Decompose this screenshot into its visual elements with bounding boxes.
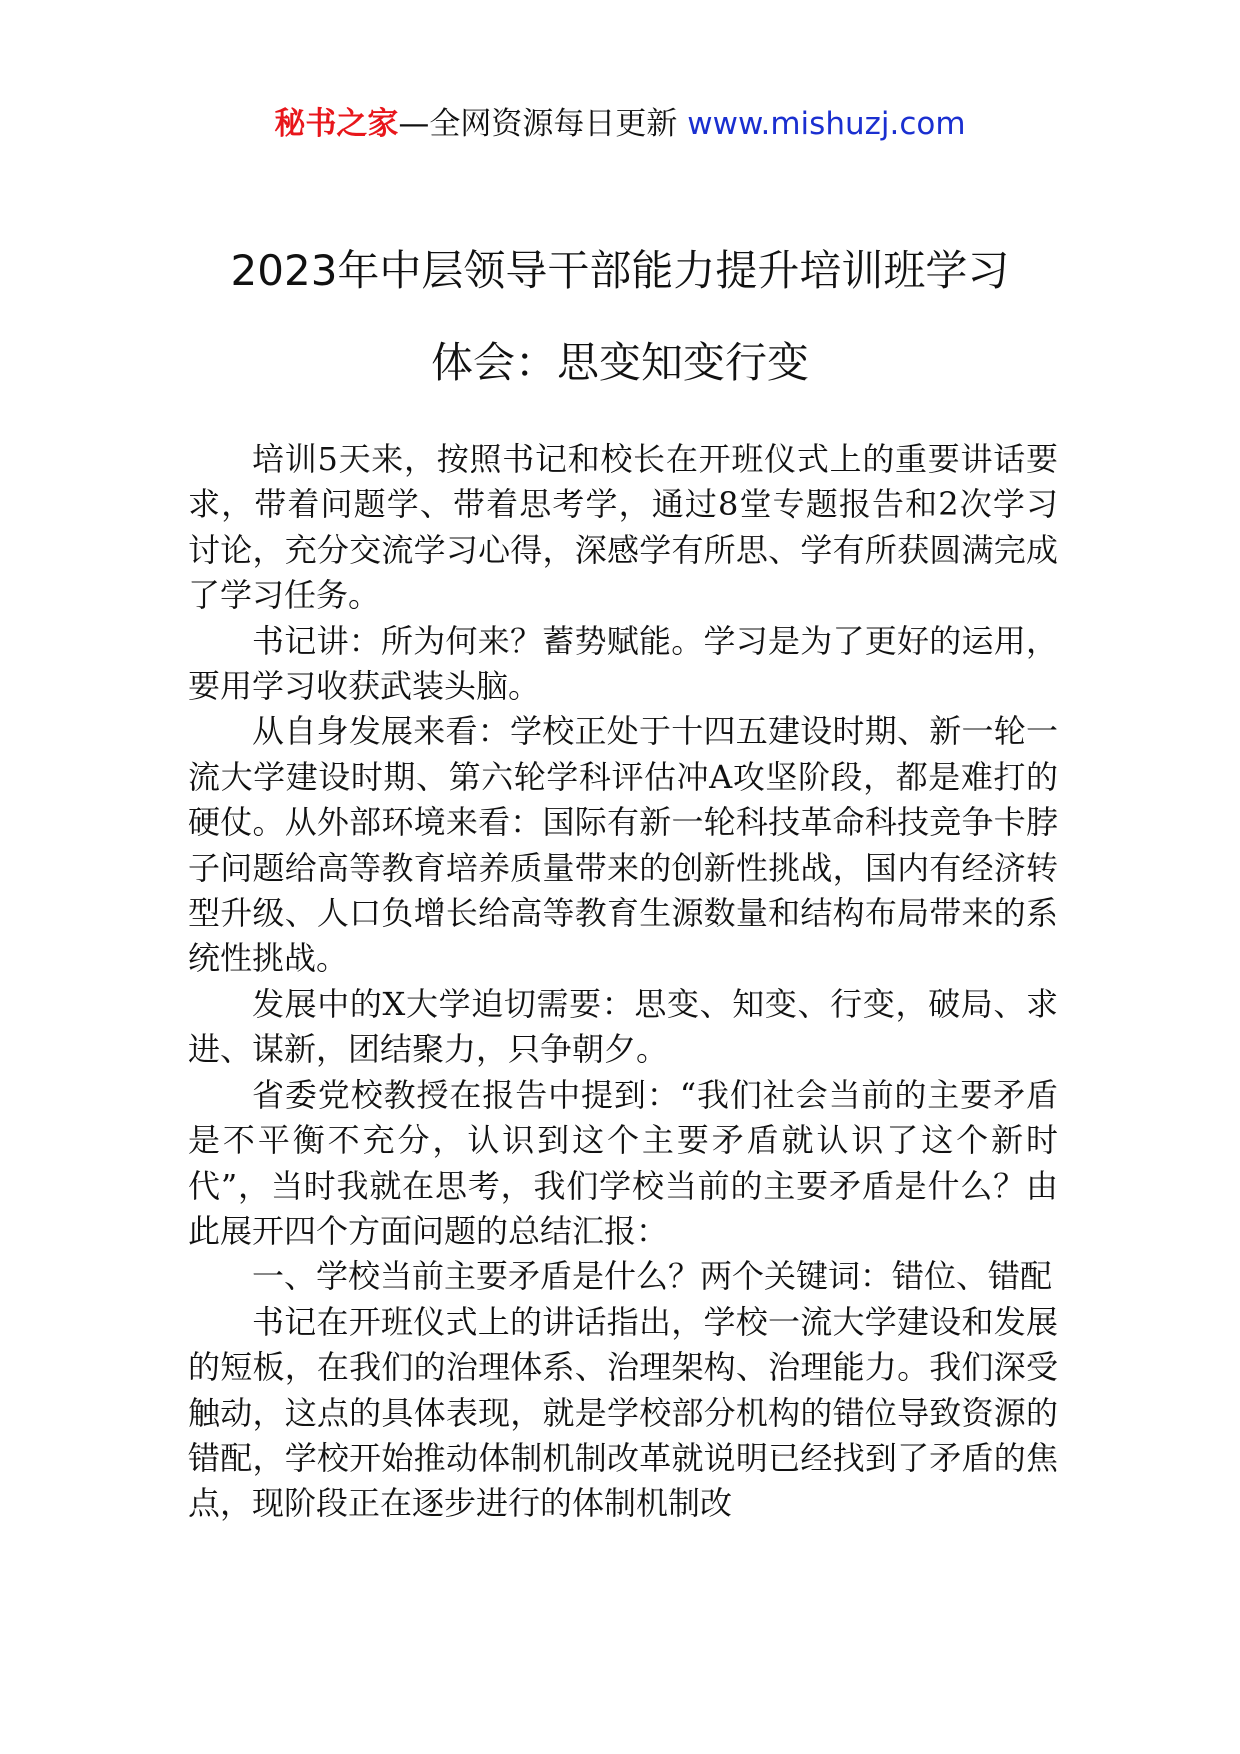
section-heading: 一、学校当前主要矛盾是什么？两个关键词：错位、错配 — [252, 1257, 1053, 1296]
paragraph: 发展中的X大学迫切需要：思变、知变、行变，破局、求进、谋新，团结聚力，只争朝夕。 — [188, 984, 1058, 1069]
title-line-1: 2023年中层领导干部能力提升培训班学习 — [230, 246, 1010, 295]
paragraph: 从自身发展来看：学校正处于十四五建设时期、新一轮一流大学建设时期、第六轮学科评估冲A攻坚阶段，都是难打的硬仗。从外部环境来看：国际有新一轮科技革命科技竞争卡脖子问题给高等教育培养质量带来的创新性挑战，国内有经济转型升级、人口负增长给高等教育生源数量和结构布局带来的系统性挑战。 — [188, 712, 1058, 978]
document-body — [188, 437, 1058, 1527]
paragraph: 书记在开班仪式上的讲话指出，学校一流大学建设和发展的短板，在我们的治理体系、治理架构、治理能力。我们深受触动，这点的具体表现，就是学校部分机构的错位导致资源的错配，学校开始推动体制机制改革就说明已经找到了矛盾的焦点，现阶段正在逐步进行的体制机制改 — [188, 1302, 1058, 1523]
brand-name: 秘书之家 — [274, 106, 399, 142]
title-line-2: 体会：思变知变行变 — [430, 338, 809, 387]
paragraph: 书记讲：所为何来？蓄势赋能。学习是为了更好的运用，要用学习收获武装头脑。 — [188, 621, 1058, 706]
paragraph: 培训5天来，按照书记和校长在开班仪式上的重要讲话要求，带着问题学、带着思考学，通过8堂专题报告和2次学习讨论，充分交流学习心得，深感学有所思、学有所获圆满完成了学习任务。 — [188, 440, 1058, 615]
site-url-link[interactable]: www.mishuzj.com — [687, 106, 966, 142]
document-title — [160, 225, 1080, 409]
header-slogan: —全网资源每日更新 — [398, 106, 688, 142]
site-header — [0, 100, 1240, 148]
paragraph: 省委党校教授在报告中提到：“我们社会当前的主要矛盾是不平衡不充分，认识到这个主要矛盾就认识了这个新时代”，当时我就在思考，我们学校当前的主要矛盾是什么？由此展开四个方面问题的总结汇报： — [188, 1075, 1058, 1250]
